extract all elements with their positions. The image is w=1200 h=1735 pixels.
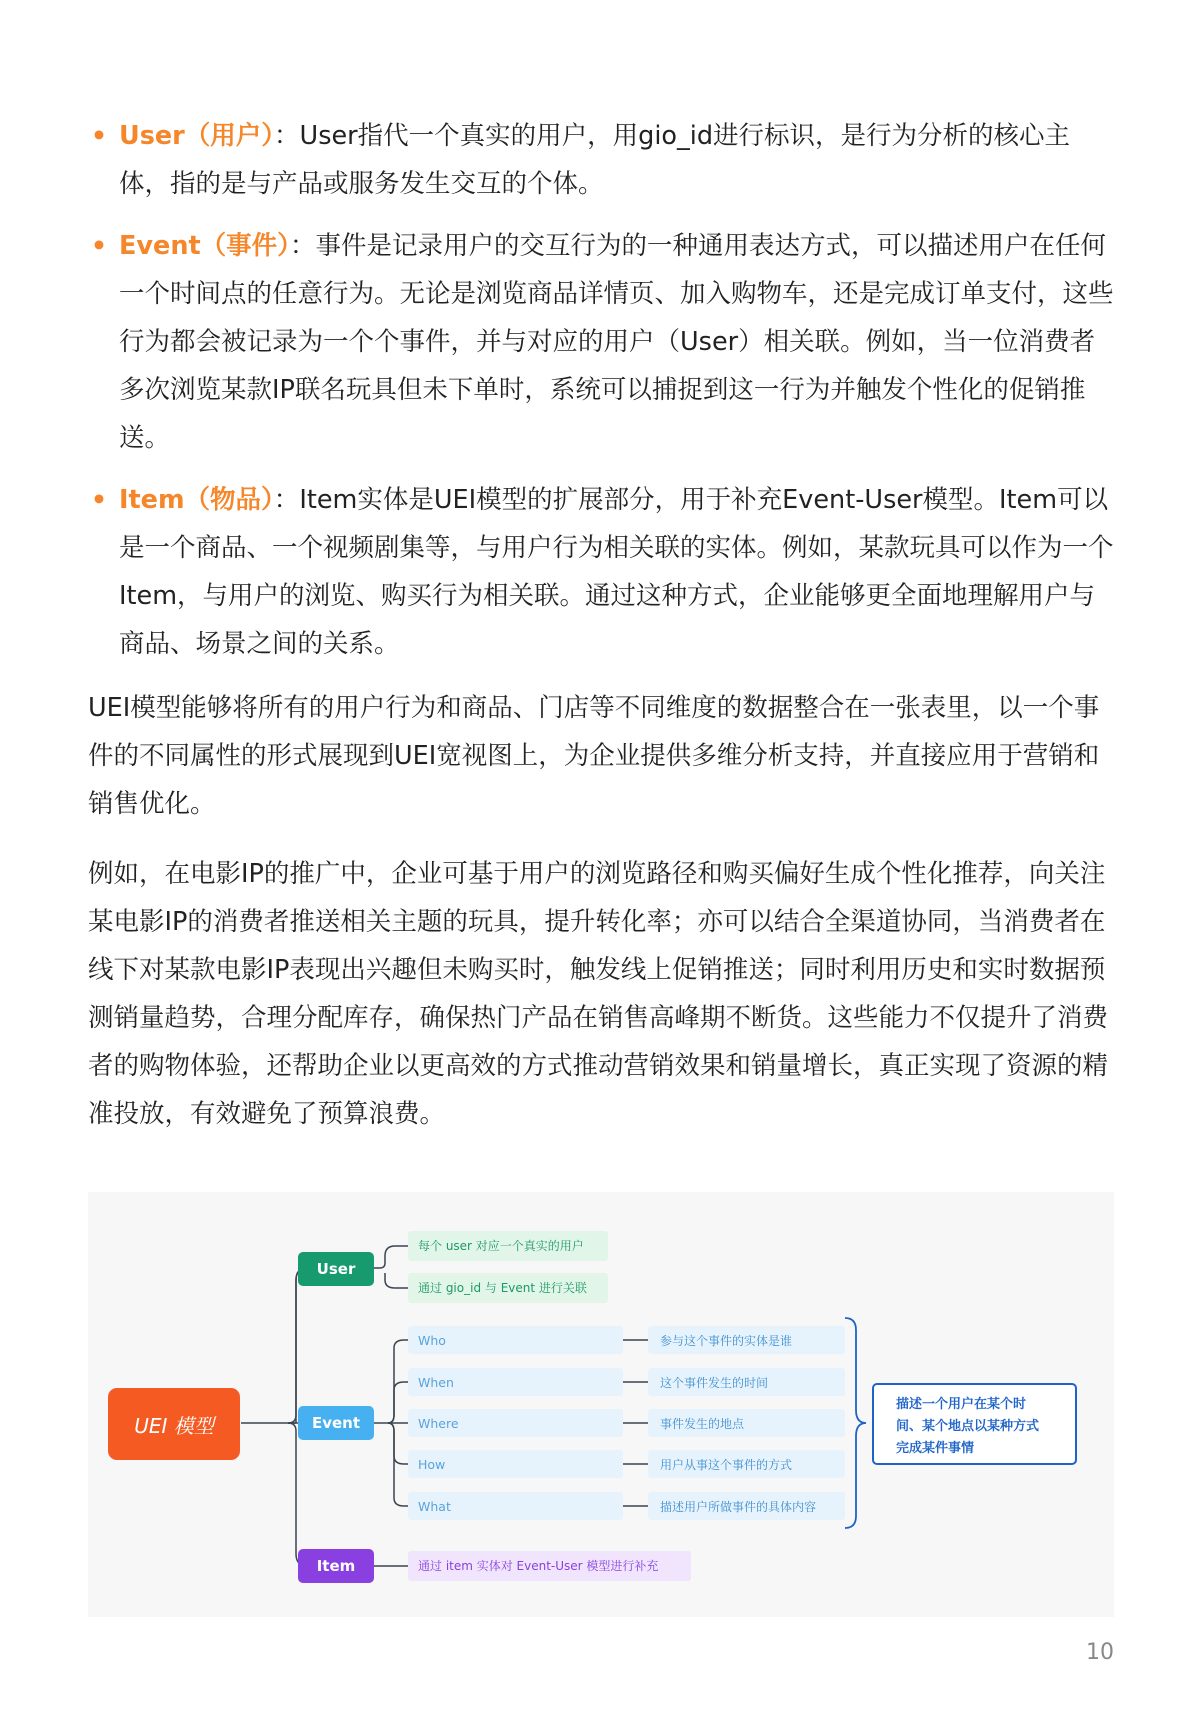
bullet-sep: ： bbox=[274, 121, 300, 151]
uei-mindmap bbox=[88, 1192, 1114, 1617]
item-label: Item bbox=[316, 1557, 356, 1575]
bullet-sep: ： bbox=[289, 231, 316, 261]
bullet-term: Event（事件） bbox=[119, 231, 290, 261]
item-note-text: 通过 item 实体对 Event-User 模型进行补充 bbox=[418, 1559, 659, 1573]
root-label: UEI 模型 bbox=[134, 1414, 214, 1438]
event-summary-line: 完成某件事情 bbox=[896, 1441, 975, 1456]
event-dim-name: How bbox=[418, 1457, 446, 1472]
user-label: User bbox=[316, 1260, 356, 1278]
bullet-term: User（用户） bbox=[119, 121, 275, 151]
user-note-text: 每个 user 对应一个真实的用户 bbox=[418, 1239, 584, 1253]
page-number: 10 bbox=[1086, 1640, 1114, 1665]
event-dim-name: Who bbox=[418, 1333, 446, 1348]
event-dim-desc: 事件发生的地点 bbox=[660, 1417, 745, 1431]
event-dim-name: Where bbox=[418, 1416, 459, 1431]
paragraph-example: 例如，在电影IP的推广中，企业可基于用户的浏览路径和购买偏好生成个性化推荐，向关注某电影IP的消费者推送相关主题的玩具，提升转化率；亦可以结合全渠道协同，当消费者在线下对某款电影IP表现出兴趣但未购买时，触发线上促销推送；同时利用历史和实时数据预测销量趋势，合理分配库存，确保热门产品在销售高峰期不断货。这些能力不仅提升了消费者的购物体验，还帮助企业以更高效的方式推动营销效果和销量增长，真正实现了资源的精准投放，有效避免了预算浪费。 bbox=[88, 859, 1109, 1129]
user-note-text: 通过 gio_id 与 Event 进行关联 bbox=[418, 1281, 587, 1295]
event-dim-desc: 参与这个事件的实体是谁 bbox=[660, 1334, 793, 1348]
bullet-text: User指代一个真实的用户，用gio_id进行标识，是行为分析的核心主体，指的是与产品或服务发生交互的个体。 bbox=[119, 121, 1071, 199]
bullet-event bbox=[88, 222, 1118, 462]
bullet-text: Item实体是UEI模型的扩展部分，用于补充Event-User模型。Item可以是一个商品、一个视频剧集等，与用户行为相关联的实体。例如，某款玩具可以作为一个Item，与用户的浏览、购买行为相关联。通过这种方式，企业能够更全面地理解用户与商品、场景之间的关系。 bbox=[119, 485, 1114, 659]
uei-mindmap-figure bbox=[88, 1192, 1114, 1617]
event-dim-desc: 描述用户所做事件的具体内容 bbox=[660, 1500, 817, 1514]
bullet-user bbox=[88, 112, 1118, 208]
event-dim-desc: 这个事件发生的时间 bbox=[660, 1376, 769, 1390]
event-summary-line: 间、某个地点以某种方式 bbox=[896, 1419, 1040, 1434]
event-summary-line: 描述一个用户在某个时 bbox=[896, 1397, 1027, 1412]
bullet-dot: • bbox=[91, 231, 107, 260]
event-label: Event bbox=[311, 1414, 361, 1432]
summary-bracket bbox=[845, 1318, 866, 1528]
event-dim-name: What bbox=[418, 1499, 451, 1514]
event-dim-desc: 用户从事这个事件的方式 bbox=[660, 1458, 793, 1472]
bullet-sep: ： bbox=[273, 485, 300, 515]
paragraph-uei-summary: UEI模型能够将所有的用户行为和商品、门店等不同维度的数据整合在一张表里，以一个事件的不同属性的形式展现到UEI宽视图上，为企业提供多维分析支持，并直接应用于营销和销售优化。 bbox=[88, 693, 1100, 819]
bullet-dot: • bbox=[91, 121, 107, 150]
document-body bbox=[88, 112, 1118, 1152]
bullet-term: Item（物品） bbox=[119, 485, 274, 515]
event-dim-name: When bbox=[418, 1375, 454, 1390]
bullet-dot: • bbox=[91, 485, 107, 514]
bullet-item bbox=[88, 476, 1118, 668]
bullet-text: 事件是记录用户的交互行为的一种通用表达方式，可以描述用户在任何一个时间点的任意行为。无论是浏览商品详情页、加入购物车，还是完成订单支付，这些行为都会被记录为一个个事件，并与对应的用户（User）相关联。例如，当一位消费者多次浏览某款IP联名玩具但未下单时，系统可以捕捉到这一行为并触发个性化的促销推送。 bbox=[119, 231, 1114, 453]
